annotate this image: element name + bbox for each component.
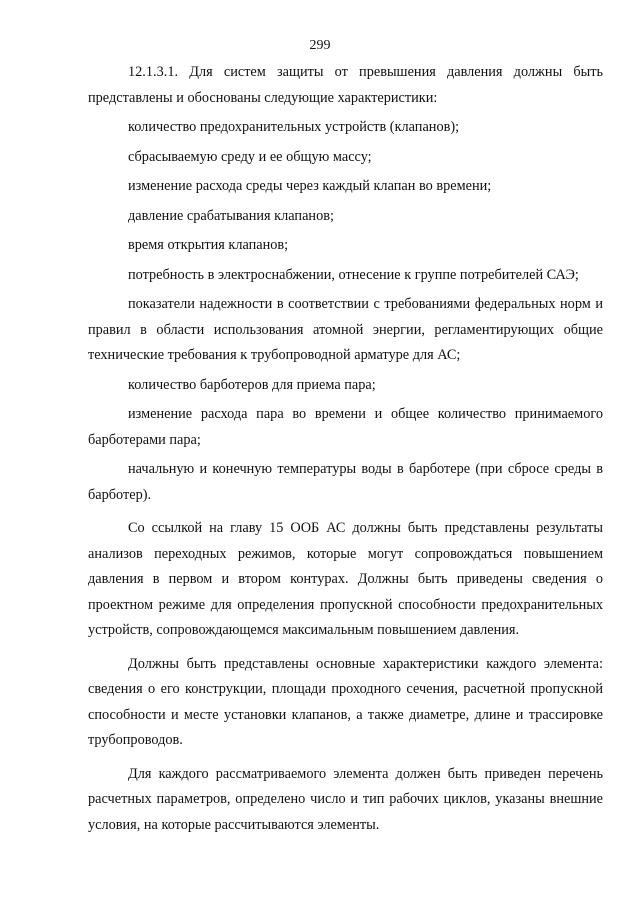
paragraph-transient-analysis: Со ссылкой на главу 15 ООБ АС должны быть представлены результаты анализов переходных режимов, которые могут сопровождаться повышением давления в первом и втором контурах. Должны быть приведены сведения о проектном режиме для определения пропускной способности предохранительных устройств, сопровождающемся максимальным повышением давления. [88,520,603,638]
list-item-valve-count: количество предохранительных устройств (клапанов); [128,119,460,135]
list-item-water-temperature: начальную и конечную температуры воды в барботере (при сбросе среды в барботер). [88,461,603,503]
list-item-power-supply: потребность в электроснабжении, отнесение к группе потребителей САЭ; [128,266,579,283]
list-item-opening-time: время открытия клапанов; [128,237,289,253]
paragraph-12-1-3-1: 12.1.3.1. Для систем защиты от превышения давления должны быть представлены и обоснованы следующие характеристики: [88,64,603,106]
list-item-flow-change: изменение расхода среды через каждый клапан во времени; [128,178,492,194]
list-item-discharged-medium: сбрасываемую среду и ее общую массу; [128,148,372,165]
paragraph-design-parameters: Для каждого рассматриваемого элемента должен быть приведен перечень расчетных параметров, определено число и тип рабочих циклов, указаны внешние условия, на которые рассчитываются элементы. [88,765,603,833]
paragraph-element-characteristics: Должны быть представлены основные характеристики каждого элемента: сведения о его конструкции, площади проходного сечения, расчетной пропускной способности и месте установки клапанов, а также диаметре, длине и трассировке трубопроводов. [88,655,603,748]
document-body [88,60,603,838]
list-item-bubbler-count: количество барботеров для приема пара; [128,376,376,393]
list-item-set-pressure: давление срабатывания клапанов; [128,207,334,224]
list-item-reliability: показатели надежности в соответствии с требованиями федеральных норм и правил в области использования атомной энергии, регламентирующих общие технические требования к трубопроводной арматуре для АС; [88,296,603,363]
page-number: 299 [309,38,331,53]
list-item-steam-flow: изменение расхода пара во времени и общее количество принимаемого барботерами пара; [88,406,603,448]
